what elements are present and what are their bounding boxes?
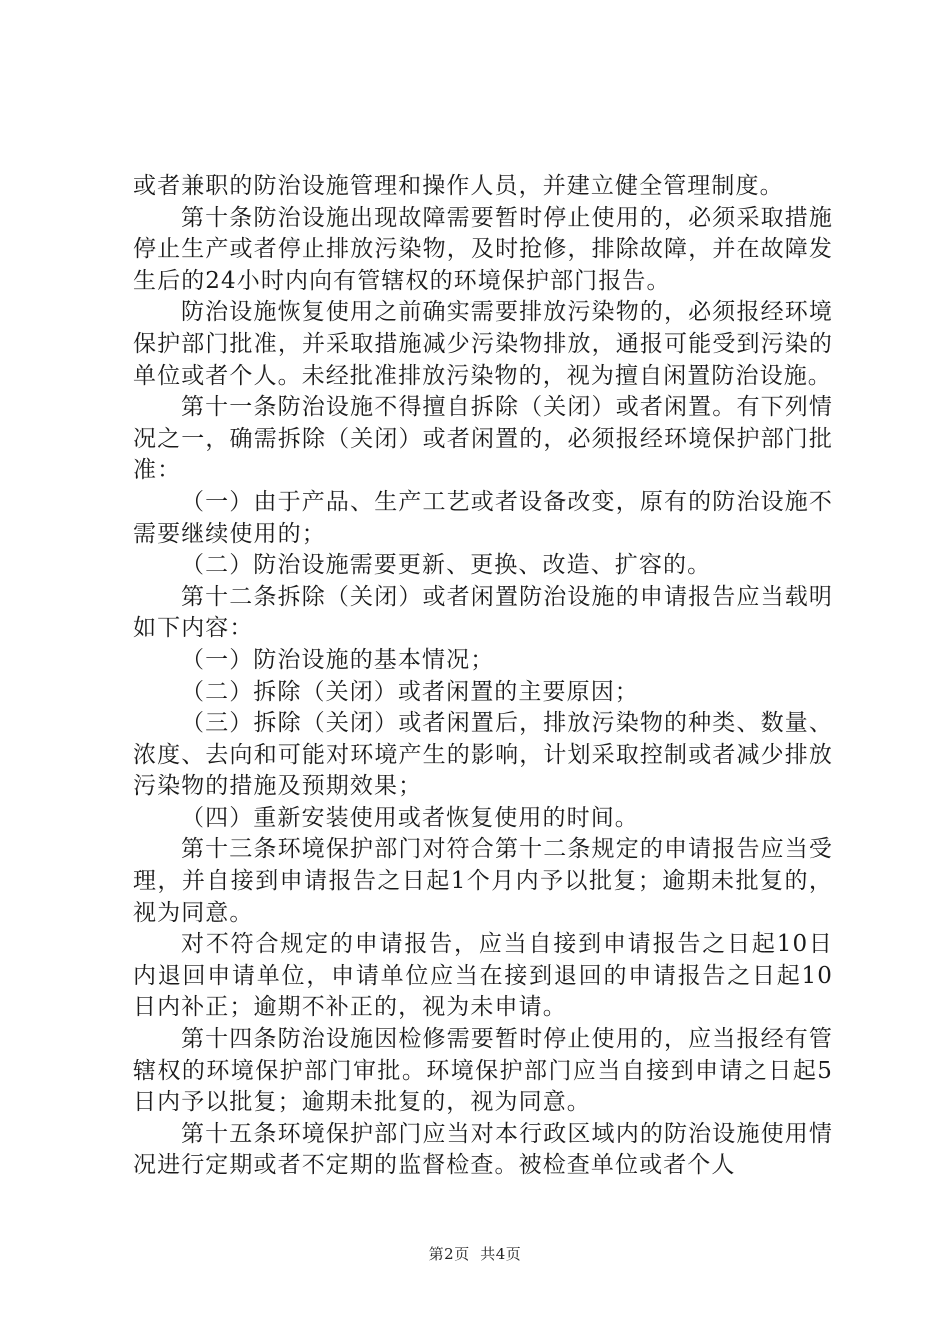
paragraph: （二）拆除（关闭）或者闲置的主要原因； — [181, 678, 639, 705]
document-body — [133, 171, 833, 1182]
paragraph: 防治设施恢复使用之前确实需要排放污染物的，必须报经环境保护部门批准，并采取措施减少污染物排放，通报可能受到污染的单位或者个人。未经批准排放污染物的，视为擅自闲置防治设施。 — [133, 299, 833, 389]
paragraph: （一）防治设施的基本情况； — [181, 646, 495, 673]
paragraph: 第十四条防治设施因检修需要暂时停止使用的，应当报经有管辖权的环境保护部门审批。环境保护部门应当自接到申请之日起5日内予以批复；逾期未批复的，视为同意。 — [133, 1026, 833, 1116]
page-total: 共4页 — [480, 1245, 522, 1263]
paragraph: 或者兼职的防治设施管理和操作人员，并建立健全管理制度。 — [133, 173, 784, 199]
paragraph: （四）重新安装使用或者恢复使用的时间。 — [181, 804, 639, 831]
paragraph: 第十条防治设施出现故障需要暂时停止使用的，必须采取措施停止生产或者停止排放污染物，及时抢修，排除故障，并在故障发生后的24小时内向有管辖权的环境保护部门报告。 — [133, 204, 833, 294]
paragraph: （二）防治设施需要更新、更换、改造、扩容的。 — [181, 552, 712, 579]
paragraph: 对不符合规定的申请报告，应当自接到申请报告之日起10日内退回申请单位，申请单位应当在接到退回的申请报告之日起10日内补正；逾期不补正的，视为未申请。 — [133, 931, 833, 1021]
paragraph: 第十三条环境保护部门对符合第十二条规定的申请报告应当受理，并自接到申请报告之日起1个月内予以批复；逾期未批复的，视为同意。 — [133, 836, 833, 926]
page-number: 第2页 — [428, 1245, 470, 1263]
paragraph: 第十二条拆除（关闭）或者闲置防治设施的申请报告应当载明如下内容： — [133, 583, 833, 642]
paragraph: （一）由于产品、生产工艺或者设备改变，原有的防治设施不需要继续使用的； — [133, 488, 833, 547]
paragraph: 第十五条环境保护部门应当对本行政区域内的防治设施使用情况进行定期或者不定期的监督检查。被检查单位或者个人 — [133, 1120, 833, 1179]
paragraph: 第十一条防治设施不得擅自拆除（关闭）或者闲置。有下列情况之一，确需拆除（关闭）或者闲置的，必须报经环境保护部门批准： — [133, 394, 833, 484]
paragraph: （三）拆除（关闭）或者闲置后，排放污染物的种类、数量、浓度、去向和可能对环境产生的影响，计划采取控制或者减少排放污染物的措施及预期效果； — [133, 710, 833, 800]
page-footer — [0, 1243, 950, 1264]
